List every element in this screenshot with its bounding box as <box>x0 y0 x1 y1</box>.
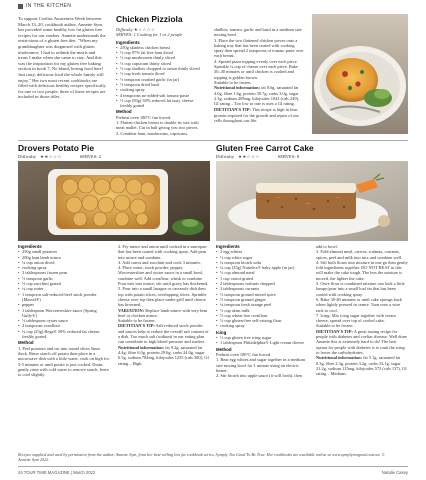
ingredient-item: • cooking spray <box>216 323 308 328</box>
pizziola-steps-2 <box>214 27 304 80</box>
pizziola-nutrition: Nutritional information: fat 8.6g, saturated fat 4.0g, fibre 1.6g, protein 39.7g, carbs 3.0g, sugar 2.3g, sodium 209mg, kilojoules 1042 (cals 249), GI rating – Too low to rate is uses a GI rating. <box>214 85 300 107</box>
ingredient-item: • ¼ teaspoon bicarb soda <box>216 260 308 265</box>
drovers-photo <box>18 161 210 241</box>
method-step: 6. Bake 30-40 minutes or until cake springs back when lightly pressed in centre. Turn onto a wire rack to cool. <box>316 296 402 313</box>
ingredient-item: • ¼ cup water <box>18 286 110 291</box>
drovers-method-heading: Method <box>18 340 34 346</box>
ingredient-item: • ½ cup fresh tomato diced <box>116 71 206 76</box>
pizziola-column-2 <box>214 27 304 123</box>
carrot-title: Gluten Free Carrot Cake <box>216 143 314 153</box>
ingredient-item: • ½ teaspoon crushed garlic (in jar) <box>116 77 206 82</box>
method-step: add to bowl. <box>316 244 338 249</box>
ingredient-item: • cooking spray <box>18 265 110 270</box>
ingredient-item: • ½ cup shallots chopped or onion thinly sliced <box>116 66 206 71</box>
section-divider <box>18 140 408 141</box>
ingredient-item: • ½ cup mushrooms thinly sliced <box>116 55 206 60</box>
ingredient-item: • ¼ cup (25g) Bega® 50% reduced fat cheese freshly grated <box>18 329 110 340</box>
drovers-steps-1 <box>18 346 110 378</box>
carrot-column-2 <box>316 244 408 376</box>
method-step: 4. Spread pizza topping evenly over each piece. Sprinkle ¼ cup of cheese over each piece. Bake 30–40 minutes or until chicken is cooked and topping is golden brown. <box>214 58 298 80</box>
pizziola-photo <box>312 14 408 134</box>
ingredient-item: • cooking spray <box>116 87 206 92</box>
carrot-photo-illustration <box>216 161 408 241</box>
drovers-serves: SERVES: 2 <box>79 154 102 159</box>
ingredient-item: • pepper <box>18 302 110 307</box>
drovers-suitable: Suitable to be frozen. <box>118 318 156 324</box>
drovers-column-1 <box>18 244 110 377</box>
drovers-column-2 <box>118 244 210 366</box>
ingredient-item: • 250g small potatoes <box>18 249 110 254</box>
method-step: 3. Place the two flattened chicken pieces onto a baking tray that has been coated with cooking spray then spread 2 teaspoons of tomato paste over each breast. <box>214 37 304 59</box>
ingredient-item: • 1 teaspoon salt-reduced beef stock powder (Massel®) <box>18 292 110 303</box>
ingredient-item: • 200g lean lamb mince <box>18 255 110 260</box>
ingredient-item: • ½ cup wheat free cornflour <box>216 313 308 318</box>
ingredient-item: • ½ cup gluten-free self-raising flour <box>216 318 308 323</box>
carrot-preheat: Preheat oven 180°C fan forced. <box>216 351 272 357</box>
ingredient-item: • 4 teaspoons no-added-salt tomato paste <box>116 93 206 98</box>
method-step: 2. Stir bicarb into apple sauce (it will froth), then <box>216 373 302 379</box>
ingredient-item: • ½ teaspoon ground mixed spice <box>216 292 308 297</box>
carrot-nutrition: Nutritional information: fat 5.1g, saturated fat 0.3g, fibre 2.3g, protein 3.2g, carbs 33.1g, sugar 21.2g, sodium 115mg, kilojoules 572 (cals 137), GI rating – Medium. <box>316 355 407 377</box>
pizziola-suitable: Suitable to be frozen. <box>214 79 252 85</box>
pizziola-difficulty: Difficulty ★☆☆☆☆ <box>116 27 156 32</box>
pizziola-preheat: Preheat oven 180°C fan forced. <box>116 114 172 120</box>
footer-author: Natalie Casey <box>381 470 408 475</box>
pizziola-title: Chicken Pizziola <box>116 14 183 24</box>
ingredient-item: • ½ cup almond meal <box>216 270 308 275</box>
carrot-steps-2 <box>316 244 408 323</box>
ingredient-item: • ½ cup white sugar <box>216 255 308 260</box>
ingredient-item: • 2 egg whites <box>216 249 308 254</box>
ingredient-item: • ½ teaspoon ground ginger <box>216 297 308 302</box>
method-step: 4. Sift both flours into mixture in one go then gently fold ingredients together. DO NOT BEAT as this will make the cake tough. The less the mixture is moved, the lighter the cake. <box>316 259 408 281</box>
ingredient-item: • ½ cup skim milk <box>216 308 308 313</box>
method-step: 1. Peel potatoes and cut into round slices 5mm thick. Rinse starch off potato then place in a microwave dish with a little water, cook on high for 3-5 minutes or until potato is just cooked. Drain, gently rinse with cold water to remove starch, leave to cool slightly. <box>18 345 110 378</box>
carrot-meta <box>216 154 299 160</box>
pizziola-ingredients-list <box>116 45 206 109</box>
carrot-serves: SERVES: 8 <box>277 154 300 159</box>
ingredient-item: • 2 tablespoons walnuts chopped <box>216 281 308 286</box>
drovers-dietitian-tip: DIETITIAN'S TIP: Salt-reduced stock powder and sauces help to reduce the overall salt content of a dish. Too much salt (sodium) in our eating plan can contribute to high blood pressure and strokes. <box>118 323 209 345</box>
carrot-difficulty-label: Difficulty <box>216 154 235 159</box>
carrot-suitable: Suitable to be frozen. <box>316 323 354 329</box>
ingredient-item: • ½ cup (50g) 30% reduced fat tasty cheese freshly grated <box>116 98 206 109</box>
drovers-photo-illustration <box>18 161 210 241</box>
ingredient-item: • 250g skinless chicken breast <box>116 45 206 50</box>
method-step: 2. Combine ham, mushrooms, capsicum, <box>116 130 188 136</box>
difficulty-stars-icon: ★★☆☆☆ <box>238 154 260 159</box>
footer-credit: Recipes supplied and used by permission from the author, Annette Sym, from her best-selling low fat cookbook series, Symply Too Good To Be True. Her cookbooks are available online at www.symplytoogood.com.au. © Annette Sym 2022. <box>18 452 385 462</box>
pizziola-column-1 <box>116 27 206 136</box>
ingredient-item: • ½ cup zucchini grated <box>18 281 110 286</box>
difficulty-stars-icon: ★☆☆☆☆ <box>133 27 156 32</box>
carrot-method-heading: Method <box>216 346 232 352</box>
difficulty-stars-icon: ★★☆☆☆ <box>40 154 62 159</box>
carrot-photo <box>216 161 408 241</box>
carrot-dietitian-tip: DIETITIAN'S TIP: A great tasting recipe for people with diabetes and coeliac disease. Well done Annette this is extremely hard to do! The best option for people with diabetes is to omit the icing to lower the carbohydrates. <box>316 328 407 355</box>
method-step: 4. Place water, stock powder, pepper, Worcestershire and oyster sauce in a small bowl, combine well. Add cornflour, whisk to combine. Pour mix into mince, stir until gravy has thickened. <box>118 265 209 287</box>
pizziola-photo-illustration <box>312 14 408 134</box>
carrot-steps-1 <box>216 357 308 378</box>
pizziola-method-heading: Method <box>116 109 132 115</box>
method-step: 3. Add carrot and zucchini and cook 3 minutes. <box>118 259 201 265</box>
ingredient-item: • 1 tablespoon Worcestershire sauce (Spring Gully®) <box>18 308 110 319</box>
ingredient-item: • ½ teaspoon garlic <box>18 276 110 281</box>
drovers-steps-2 <box>118 244 210 308</box>
carrot-icing-heading: Icing <box>216 329 227 335</box>
ingredient-item: • 3 tablespoons currants <box>216 286 308 291</box>
method-step: 1. Flatten chicken breast to double its size with meat mallet. Cut in half giving you two pieces. <box>116 120 199 131</box>
section-square-icon <box>18 4 23 9</box>
ingredient-item: • 1 cup carrot grated <box>216 276 308 281</box>
ingredient-item: • ½ cup capsicum thinly sliced <box>116 61 206 66</box>
carrot-column-1 <box>216 244 308 378</box>
pizziola-dietitian-tip: DIETITIAN'S TIP: This recipe is high in lean protein required for the growth and repair of our cells throughout our life. <box>214 107 299 124</box>
method-step: 1. Beat egg whites and sugar together in a medium size mixing bowl for 1 minute using an electric beater. <box>216 357 306 373</box>
carrot-icing-list <box>216 335 308 346</box>
pizziola-steps-1 <box>116 120 206 136</box>
ingredient-item: • 3 tablespoons frozen peas <box>18 270 110 275</box>
drovers-meta <box>18 154 101 160</box>
method-step: 5. Once flour is combined mixture can look a little lumpy/pour into a small loaf tin that has been coated with cooking spray. <box>316 281 405 297</box>
drovers-ingredients-list <box>18 249 110 339</box>
ingredient-item: • ¼ cup (35g) Nuttelex® baby apple (in jar) <box>216 265 308 270</box>
method-step: shallots, tomato, garlic and basil in a medium size mixing bowl. <box>214 27 302 38</box>
ingredient-item: • ¼ cup onion diced <box>18 260 110 265</box>
carrot-ingredients-heading: Ingredients <box>216 244 240 249</box>
ingredient-item: • ½ cup gluten free icing sugar <box>216 335 308 340</box>
ingredient-item: • ¼ teaspoon fresh orange peel <box>216 302 308 307</box>
footer-bar <box>18 466 408 475</box>
section-title: IN THE KITCHEN <box>26 3 72 9</box>
pizziola-ingredients-heading: Ingredients <box>116 39 140 45</box>
drovers-nutrition: Nutritional information: fat 9.2g, saturated fat 4.4g, fibre 6.0g, protein 29.6g, carbs 24.0g, sugar 6.5g, sodium 784mg, kilojoules 1255 (cals 300), GI rating – High. <box>118 344 209 366</box>
drovers-ingredients-heading: Ingredients <box>18 244 42 249</box>
drovers-difficulty-label: Difficulty <box>18 154 37 159</box>
method-step: 3. Fold almond meal, carrots, walnuts, currants, spices, peel and milk into mix and combine well. <box>316 249 403 260</box>
drovers-variation: VARIATION: Replace lamb mince with very lean beef or chicken mince. <box>118 307 208 318</box>
section-header <box>18 3 71 9</box>
ingredient-item: • ½ teaspoon dried basil <box>116 82 206 87</box>
ingredient-item: • 4 teaspoons cornflour <box>18 323 110 328</box>
method-step: 7. Icing: Mix icing sugar together with cream cheese, spread over top of cooled cake. <box>316 312 396 324</box>
method-step: 5. Pour into a small lasagne or casserole dish then top with potato slices, overlapping slices. Sprinkle cheese over top then place under grill until cheese has browned. <box>118 286 207 308</box>
carrot-ingredients-list <box>216 249 308 328</box>
method-step: 2. Fry mince and onion until cooked in a saucepan that has been coated with cooking spray. Add peas into mince and combine. <box>118 244 207 260</box>
ingredient-item: • 1 tablespoon Philadelphia® Light cream cheese <box>216 340 308 345</box>
footer-page-info: 24 TOUR TIME MAGAZINE | March 2022 <box>18 470 96 475</box>
ingredient-item: • ½ tablespoon oyster sauce <box>18 318 110 323</box>
pizziola-serves: SERVES: 1 Cooking for 1 or 2 people <box>116 32 183 38</box>
ingredient-item: • ½ cup 97% fat free ham diced <box>116 50 206 55</box>
drovers-title: Drovers Potato Pie <box>18 143 95 153</box>
intro-paragraph: To support Coeliac Awareness Week between March 13–20, cookbook author, Annette Sym, has provided some healthy low fat gluten free recipes for our readers. Annette understands the restrictions of a gluten free diet. "When my granddaughter was diagnosed with gluten intolerance, I had to rethink the meals and treats I make when she came to stay. And this was the inspiration for my gluten free baking section in book 7, No bland, boring food here! Just tasty, delicious food the whole family will enjoy." Her two most recent cookbooks are filled with delicious healthy recipes specifically for one or two people, three of these recipes are included in those titles. <box>18 16 106 100</box>
